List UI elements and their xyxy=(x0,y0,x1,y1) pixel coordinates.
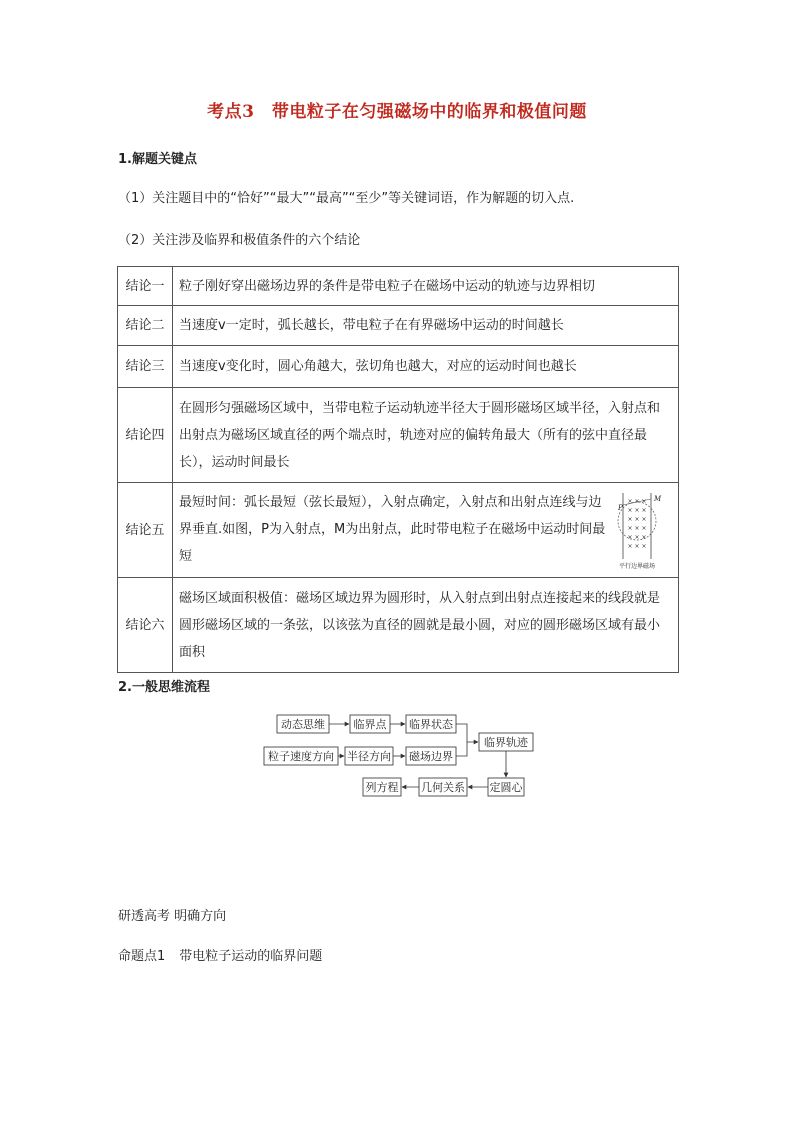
proposition-title: 带电粒子运动的临界问题 xyxy=(179,949,323,964)
field-x-mark: × xyxy=(641,525,647,532)
table-row xyxy=(118,388,679,483)
conclusion-label: 结论五 xyxy=(118,483,173,578)
section-heading-thinking-flow: 2.一般思维流程 xyxy=(118,680,210,695)
paragraph-six-conclusions: （2）关注涉及临界和极值条件的六个结论 xyxy=(118,233,361,248)
flow-node-dynamic-thinking: 动态思维 xyxy=(281,718,325,731)
flow-node-critical-state: 临界状态 xyxy=(409,718,453,731)
conclusion-label: 结论二 xyxy=(118,306,173,346)
conclusions-table xyxy=(117,266,679,673)
field-x-mark: × xyxy=(634,525,640,532)
conclusion-text: 当速度v一定时，弧长越长，带电粒子在有界磁场中运动的时间越长 xyxy=(173,306,679,346)
field-x-mark: × xyxy=(634,543,640,550)
flow-node-find-center: 定圆心 xyxy=(489,781,523,794)
thinking-flow-diagram xyxy=(260,706,550,801)
proposition-heading xyxy=(118,945,322,964)
conclusion-label: 结论六 xyxy=(118,578,173,673)
table-row xyxy=(118,578,679,673)
table-row xyxy=(118,267,679,306)
field-x-mark: × xyxy=(641,516,647,523)
table-row xyxy=(118,306,679,346)
conclusion-text: 在圆形匀强磁场区域中，当带电粒子运动轨迹半径大于圆形磁场区域半径，入射点和出射点为磁场区域直径的两个端点时，轨迹对应的偏转角最大（所有的弦中直径最长），运动时间最长 xyxy=(173,388,679,483)
proposition-number: 命题点1 xyxy=(118,949,166,964)
conclusion-label: 结论四 xyxy=(118,388,173,483)
field-x-mark: × xyxy=(627,543,633,550)
flow-node-equations: 列方程 xyxy=(365,781,399,794)
flow-node-critical-trajectory: 临界轨迹 xyxy=(484,736,528,749)
paragraph-keywords: （1）关注题目中的“恰好”“最大”“最高”“至少”等关键词语，作为解题的切入点. xyxy=(118,191,575,206)
table-row xyxy=(118,483,679,578)
field-x-mark: × xyxy=(641,534,647,541)
field-x-mark: × xyxy=(627,516,633,523)
parallel-boundary-field-figure xyxy=(614,491,672,571)
page-title: 考点3 带电粒子在匀强磁场中的临界和极值问题 xyxy=(207,102,587,122)
field-x-mark: × xyxy=(627,498,633,505)
field-x-mark: × xyxy=(627,507,633,514)
flow-node-velocity-direction: 粒子速度方向 xyxy=(268,750,334,763)
conclusion-cell-with-figure xyxy=(173,483,679,578)
field-x-mark: × xyxy=(627,525,633,532)
conclusion-text: 粒子刚好穿出磁场边界的条件是带电粒子在磁场中运动的轨迹与边界相切 xyxy=(173,267,679,306)
flow-node-radius-direction: 半径方向 xyxy=(347,750,391,763)
flow-node-field-boundary: 磁场边界 xyxy=(409,750,453,763)
section-heading-key-points: 1.解题关键点 xyxy=(118,152,197,167)
field-x-mark: × xyxy=(641,498,647,505)
figure-caption: 平行边界磁场 xyxy=(618,563,656,570)
field-x-mark: × xyxy=(641,543,647,550)
flow-node-critical-point: 临界点 xyxy=(353,718,387,731)
conclusion-label: 结论三 xyxy=(118,346,173,388)
field-x-mark: × xyxy=(627,534,633,541)
figure-label-p: P xyxy=(618,504,623,512)
conclusion-text: 磁场区域面积极值：磁场区域边界为圆形时，从入射点到出射点连接起来的线段就是圆形磁场区域的一条弦，以该弦为直径的圆就是最小圆，对应的圆形磁场区域有最小面积 xyxy=(173,578,679,673)
conclusion-text: 当速度v变化时，圆心角越大，弦切角也越大，对应的运动时间也越长 xyxy=(173,346,679,388)
table-row xyxy=(118,346,679,388)
conclusion-text: 最短时间：弧长最短（弦长最短），入射点确定，入射点和出射点连线与边界垂直.如图，P为入射点，M为出射点，此时带电粒子在磁场中运动时间最短 xyxy=(179,495,606,564)
field-x-mark: × xyxy=(634,516,640,523)
field-x-mark: × xyxy=(641,507,647,514)
flow-node-geometry: 几何关系 xyxy=(421,781,465,794)
section-label-study-direction: 研透高考 明确方向 xyxy=(118,909,227,924)
field-x-mark: × xyxy=(634,507,640,514)
figure-label-m: M xyxy=(654,495,662,503)
field-x-mark: × xyxy=(634,534,640,541)
field-x-mark: × xyxy=(634,498,640,505)
conclusion-label: 结论一 xyxy=(118,267,173,306)
